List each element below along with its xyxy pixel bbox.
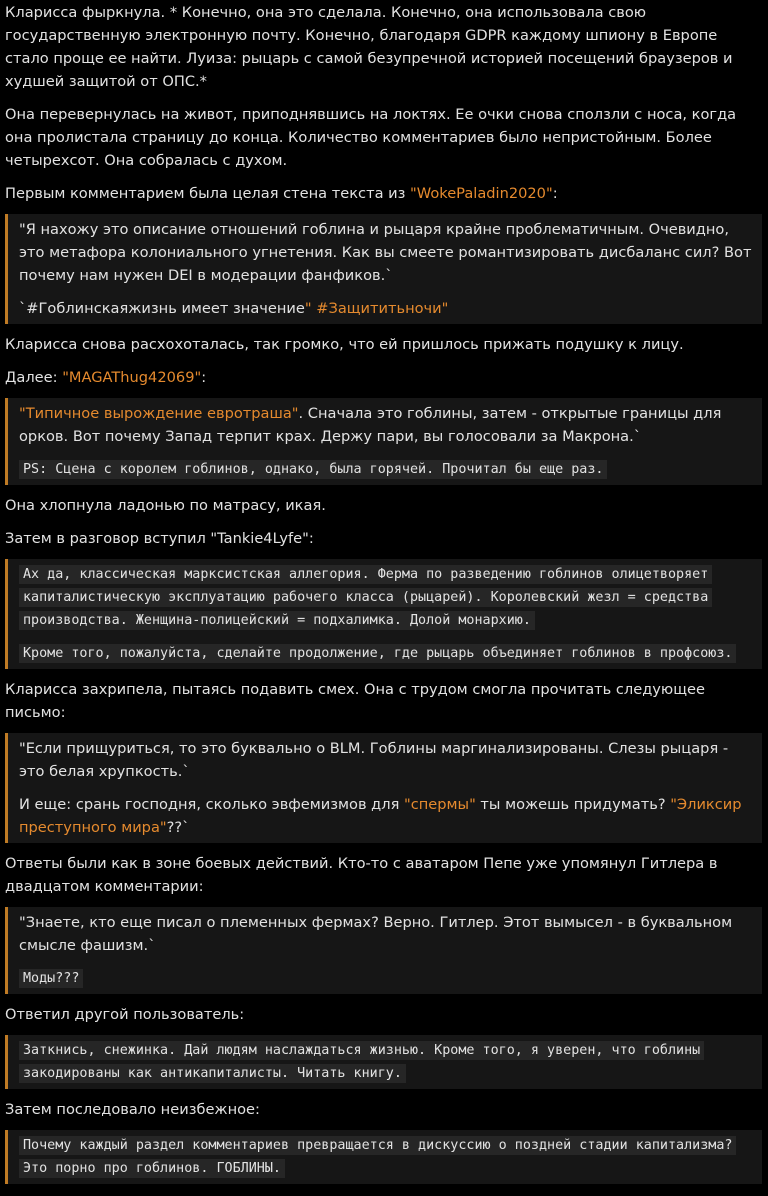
quote-code-line [19, 967, 754, 990]
quote-code-line [19, 642, 754, 665]
quote-link[interactable]: "Типичное вырождение евротраша" [19, 405, 299, 422]
blockquote [5, 559, 762, 669]
blockquote [5, 1130, 762, 1184]
username-link[interactable]: "WokePaladin2020" [410, 185, 553, 202]
inline-code: Заткнись, снежинка. Дай людям наслаждаться жизнью. Кроме того, я уверен, что гоблины закодированы как антикапиталисты. Читать книгу. [19, 1041, 704, 1083]
paragraph-text: Первым комментарием была целая стена текста из [5, 185, 411, 202]
quote-link[interactable]: "Эликсир преступного мира" [19, 796, 742, 836]
quote-text: "Знаете, кто еще писал о племенных фермах? Верно. Гитлер. Этот вымысел - в буквальном смысле фашизм.` [19, 914, 733, 954]
paragraph-text: Далее: [5, 369, 63, 386]
quote-code-line [19, 1134, 754, 1180]
quote-text-part: . Сначала это гоблины, затем - открытые границы для орков. Вот почему Запад терпит крах. Держу пари, вы голосовали за Макрона.` [19, 405, 722, 445]
paragraph: Ответы были как в зоне боевых действий. Кто-то с аватаром Пепе уже упомянул Гитлера в двадцатом комментарии: [5, 855, 718, 895]
inline-code: Моды??? [19, 969, 83, 988]
quote-text-part: И еще: срань господня, сколько эвфемизмов для [19, 796, 405, 813]
quote-text-part: ты можешь придумать? [475, 796, 671, 813]
inline-code: Ах да, классическая марксистская аллегория. Ферма по разведению гоблинов олицетворяет капиталистическую эксплуатацию рабочего класса (рыцарей). Королевский жезл = средства производства. Женщина-полицейский = подхалимка. Долой монархию. [19, 565, 712, 630]
blockquote [5, 1035, 762, 1089]
quote-text [19, 402, 754, 448]
quote-text [19, 793, 754, 839]
hashtag-link[interactable]: " #Защититьночи" [304, 300, 449, 317]
paragraph: Ответил другой пользователь: [5, 1006, 245, 1023]
inline-code: Кроме того, пожалуйста, сделайте продолжение, где рыцарь объединяет гоблинов в профсоюз. [19, 644, 736, 663]
quote-link[interactable]: "спермы" [404, 796, 476, 813]
paragraph: Затем в разговор вступил "Tankie4Lyfe": [5, 530, 314, 547]
paragraph: Она хлопнула ладонью по матрасу, икая. [5, 497, 326, 514]
quote-text [19, 297, 754, 320]
inline-code: Почему каждый раздел комментариев превращается в дискуссию о поздней стадии капитализма? Это порно про гоблинов. ГОБЛИНЫ. [19, 1136, 736, 1178]
quote-code-line [19, 1039, 754, 1085]
quote-code-line [19, 458, 754, 481]
paragraph: Кларисса фыркнула. * Конечно, она это сделала. Конечно, она использовала свою государственную электронную почту. Конечно, благодаря GDPR каждому шпиону в Европе стало проще ее найти. Луиза: рыцарь с самой безупречной историей посещений браузеров и худшей защитой от ОПС.* [5, 4, 733, 90]
blockquote [5, 398, 762, 485]
blockquote [5, 907, 762, 994]
inline-code: PS: Сцена с королем гоблинов, однако, была горячей. Прочитал бы еще раз. [19, 460, 607, 479]
quote-code-line [19, 563, 754, 632]
paragraph: Она перевернулась на живот, приподнявшись на локтях. Ее очки снова сползли с носа, когда она пролистала страницу до конца. Количество комментариев было непристойным. Более четырехсот. Она собралась с духом. [5, 106, 737, 169]
paragraph [5, 182, 762, 205]
quote-text-part: `#Гоблинскаяжизнь имеет значение [19, 300, 305, 317]
paragraph: Затем последовало неизбежное: [5, 1101, 260, 1118]
paragraph: Кларисса захрипела, пытаясь подавить смех. Она с трудом смогла прочитать следующее письмо: [5, 681, 705, 721]
quote-text: "Я нахожу это описание отношений гоблина и рыцаря крайне проблематичным. Очевидно, это метафора колониального угнетения. Как вы смеете романтизировать дисбаланс сил? Вот почему нам нужен DEI в модерации фанфиков.` [19, 221, 752, 284]
paragraph-text: : [201, 369, 207, 386]
paragraph [5, 366, 762, 389]
quote-text: "Если прищуриться, то это буквально о BLM. Гоблины маргинализированы. Слезы рыцаря - это белая хрупкость.` [19, 740, 729, 780]
quote-text-part: ??` [166, 819, 190, 836]
paragraph: Кларисса снова расхохоталась, так громко, что ей пришлось прижать подушку к лицу. [5, 336, 684, 353]
blockquote [5, 733, 762, 843]
blockquote [5, 214, 762, 324]
paragraph-text: : [552, 185, 558, 202]
username-link[interactable]: "MAGAThug42069" [62, 369, 202, 386]
